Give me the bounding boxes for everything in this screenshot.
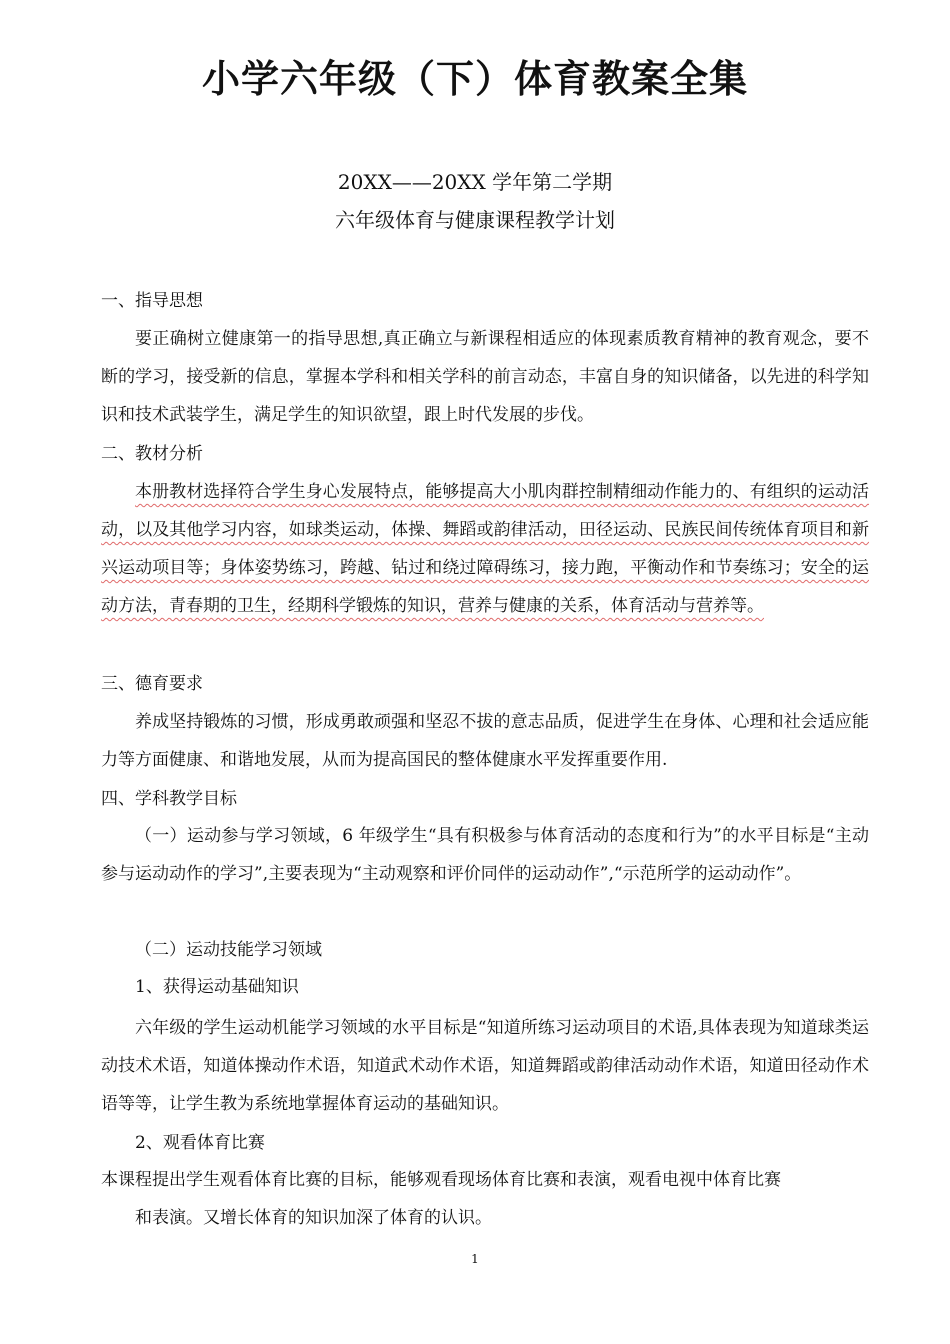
- item-text-basic-knowledge: 六年级的学生运动机能学习领域的水平目标是“知道所练习运动项目的术语,具体表现为知道球类运动技术术语，知道体操动作术语，知道武术动作术语，知道舞蹈或韵律活动动作术语，知道田径动作术语等等，让学生教为系统地掌握体育运动的基础知识。: [101, 1018, 869, 1114]
- item-text-watch-games-line1: 本课程提出学生观看体育比赛的目标，能够观看现场体育比赛和表演，观看电视中体育比赛: [101, 1170, 781, 1190]
- item-heading-watch-games: 2、观看体育比赛: [135, 1133, 265, 1153]
- item-heading-basic-knowledge: 1、获得运动基础知识: [135, 977, 299, 997]
- plan-subtitle: 六年级体育与健康课程教学计划: [335, 208, 615, 232]
- section-text-moral-requirements: 养成坚持锻炼的习惯，形成勇敢顽强和坚忍不拔的意志品质，促进学生在身体、心理和社会适应能力等方面健康、和谐地发展，从而为提高国民的整体健康水平发挥重要作用.: [101, 712, 869, 770]
- page-number: 1: [471, 1252, 479, 1266]
- section-text-material-analysis: [101, 473, 869, 625]
- section-heading-teaching-goals: 四、学科教学目标: [101, 789, 237, 809]
- section-heading-moral-requirements: 三、德育要求: [101, 674, 203, 694]
- section-heading-guiding-thought: 一、指导思想: [101, 291, 203, 311]
- section-heading-material-analysis: 二、教材分析: [101, 444, 203, 464]
- item-text-watch-games-line2: 和表演。又增长体育的知识加深了体育的认识。: [135, 1208, 492, 1228]
- section-text-guiding-thought: 要正确树立健康第一的指导思想,真正确立与新课程相适应的体现素质教育精神的教育观念，要不断的学习，接受新的信息，掌握本学科和相关学科的前言动态，丰富自身的知识储备，以先进的科学知识和技术武装学生，满足学生的知识欲望，跟上时代发展的步伐。: [101, 329, 869, 425]
- document-title: 小学六年级（下）体育教案全集: [201, 57, 748, 101]
- semester-subtitle: 20XX——20XX 学年第二学期: [337, 170, 613, 194]
- section-text-participation-goal: （一）运动参与学习领域，6 年级学生“具有积极参与体育活动的态度和行为”的水平目标是“主动参与运动动作的学习”,主要表现为“主动观察和评价同伴的运动动作”,“示范所学的运动动作”。: [101, 826, 869, 884]
- spellcheck-underlined-text: 本册教材选择符合学生身心发展特点，能够提高大小肌肉群控制精细动作能力的、有组织的运动活动，以及其他学习内容，如球类运动，体操、舞蹈或韵律活动，田径运动、民族民间传统体育项目和新兴运动项目等；身体姿势练习，跨越、钻过和绕过障碍练习，接力跑，平衡动作和节奏练习；安全的运动方法，青春期的卫生，经期科学锻炼的知识，营养与健康的关系，体育活动与营养等。: [101, 482, 869, 616]
- subsection-heading-motor-skills: （二）运动技能学习领域: [135, 940, 322, 960]
